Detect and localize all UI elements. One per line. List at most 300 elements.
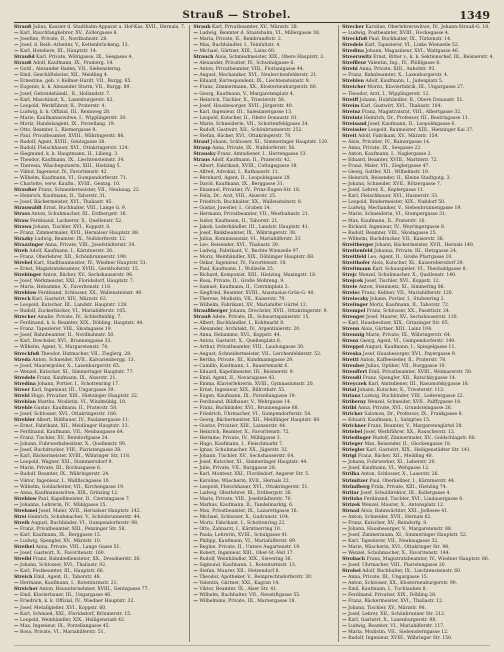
entry-name: — xyxy=(14,85,19,91)
entry-details: Max, Ingenieur, IX., Porzellangasse 45. xyxy=(18,623,111,629)
entry-details: Moriz, Fabrikant, I., Schottenring 22. xyxy=(197,520,286,526)
entry-details: Moritz, Klavierfabrik, III., Ungargasse 27. xyxy=(365,85,465,91)
entry-details: Josef, Tischler, XVI., Koppstr. 12. xyxy=(363,278,441,284)
entry-details: Karl, Tapezierer, VI., Linke Wienzeile 52. xyxy=(363,43,460,49)
entry-name: — xyxy=(342,170,347,176)
entry-details: Franz, Oberlehrer, XII., Schönbrunnerstr. 190. xyxy=(18,254,128,260)
entry-details: Franz, Kutscher, XV., Reindorfg. 8. xyxy=(346,520,428,526)
entry-details: Rudolf, Fleischhauer, XVI., Ottakringerstr. 124. xyxy=(18,145,129,151)
entry-details: Rudolf, Zuckerbäcker, VI., Mariahilferstr. 105. xyxy=(18,309,127,315)
entry-details: Richard, Komponist, XIII., Hietzing, Maxingstr. 18. xyxy=(197,272,317,278)
entry-details: Moriz, Weinhändler, XIX., Döblinger Hauptstr. 68. xyxy=(197,254,315,260)
entry-name: Streibl xyxy=(14,557,32,563)
entry-name: — xyxy=(193,405,198,411)
entry-details: Gustav, Privatier, XIII., Lainzerstr. 44. xyxy=(197,424,287,430)
entry-details: Karl, Ingenieur, III., Ungargasse 39. xyxy=(29,387,115,393)
entry-name: — xyxy=(193,37,198,43)
entry-name: Streußl xyxy=(342,375,362,381)
entry-name: — xyxy=(193,188,198,194)
entry-details: Sigmund, Kaufmann, I., Rotenturmstr. 13. xyxy=(197,563,297,569)
entry-name: Strehler xyxy=(14,418,35,424)
entry-details: Ferdinand, Schlosser, XX., Wallensteinstr. 40. xyxy=(36,291,143,297)
entry-details: Adolf, Fabrikant, XV., Märzstr. 154. xyxy=(356,133,439,139)
entry-name: — xyxy=(14,333,19,339)
entry-name: Streintz xyxy=(342,115,363,121)
entry-name: Strawa xyxy=(14,224,32,230)
entry-name: — xyxy=(193,194,198,200)
entry-name: — xyxy=(14,31,19,37)
entry-details: Josef, Hausbesorger, XVI., Payergasse 9. xyxy=(361,351,457,357)
entry-details: Ignaz, Schuhmacher, XX., Jägerstr. 32. xyxy=(197,448,289,454)
entry-name: — xyxy=(14,629,19,635)
entry-details: Anna, Private, VIII., Josefstädterstr. 34. xyxy=(43,242,136,248)
entry-name: Streicher xyxy=(342,85,366,91)
entry-details: Franz, Maler, VII., Zieglergasse 47. xyxy=(346,164,430,170)
entry-details: Franz, Zimmermaler, XVII., Hernalser Hauptstr. 88. xyxy=(18,230,140,236)
entry-details: Emil, Agent, II., Novaragasse 43. xyxy=(197,375,276,381)
entry-name: Streuber xyxy=(342,363,365,369)
entry-details: Ferdinand, Bildhauer, V., Wehrgasse 14. xyxy=(197,399,292,405)
entry-name: — xyxy=(14,454,19,460)
entry-name: Stredele xyxy=(342,43,364,49)
entry-name: Striberny xyxy=(342,399,367,405)
entry-details: Rudolf, Agent, XVIII., Gentzgasse 38. xyxy=(18,139,106,145)
entry-details: Adolf, Kaufmann, I., Judenplatz 5. xyxy=(363,79,444,85)
entry-name: — xyxy=(14,115,19,121)
entry-name: — xyxy=(193,291,198,297)
entry-name: — xyxy=(193,430,198,436)
entry-name: — xyxy=(193,375,198,381)
entry-details: Wenzel, Schuhmacher, X., Favoritenstr. 144. xyxy=(346,551,450,557)
entry-details: Johann, Kutscher, X., Triesterstr. 112. xyxy=(356,387,445,393)
entry-name: Streitfeld xyxy=(342,254,367,260)
entry-name: — xyxy=(193,109,198,115)
entry-details: Josef, Bäckermeister, XVI., Thaliastr. 45. xyxy=(18,200,113,206)
entry-details: Josef, Metallgießer, XVI., Koppstr. 60. xyxy=(18,605,107,611)
entry-name: Streich xyxy=(14,575,33,581)
entry-name: — xyxy=(14,254,19,260)
entry-name: — xyxy=(14,460,19,466)
entry-name: — xyxy=(193,557,198,563)
entry-name: — xyxy=(193,236,198,242)
entry-name: Stredele xyxy=(14,375,36,381)
entry-name: — xyxy=(342,321,347,327)
entry-details: Friedrich, k. k. Offizial, IV., Wiedner Hauptstr. 32. xyxy=(18,599,135,605)
entry-details: Anton, Schuhmacher, III., Erdbergstr. 16. xyxy=(29,212,127,218)
entry-name: — xyxy=(14,339,19,345)
entry-details: Martha, Modistin, VI., Windmühlg. 18. xyxy=(35,399,127,405)
entry-name: — xyxy=(342,532,347,538)
entry-details: Wilhelm, Buchdrucker, VII., Kaiserstr. 36. xyxy=(346,236,445,242)
entry-details: Rudolf, Beamter, VIII., Skodagasse 25. xyxy=(346,230,437,236)
entry-details: Karl, Hausbesitzer, XIX., Grinzinger Str. 65. xyxy=(346,321,450,327)
entry-details: Josef, Getreidehändl., II., Hollandstr. 7. xyxy=(18,91,111,97)
entry-name: Strauß xyxy=(193,315,211,321)
entry-name: Strazzinger xyxy=(14,242,44,248)
entry-name: Straup xyxy=(193,145,211,151)
entry-details: Johann, Schlosser, XI., Simmeringer Hauptstr. 120. xyxy=(209,139,329,145)
entry-name: Strindberg xyxy=(342,484,370,490)
entry-details: Gottl., Alexander Baden, VII., Siebensterng. xyxy=(18,67,122,73)
entry-details: Ludwig, Buchbinder, VIII., Lederergasse 22. xyxy=(360,393,465,399)
entry-details: Josef, Kutscher, XI., Simmeringer Hauptstr. 44. xyxy=(197,460,308,466)
entry-details: Samuel, Kaufmann, II., Czerninplatz 3. xyxy=(197,285,289,291)
entry-details: Ludwig, Mechaniker, V., Siebenbrunnengasse 19. xyxy=(346,206,462,212)
footer-rule xyxy=(14,645,490,646)
entry-name: — xyxy=(193,484,198,490)
entry-details: Johann, Fuhrwerksbesitzer, X., Quellenstr. 90. xyxy=(18,442,127,448)
entry-name: — xyxy=(342,460,347,466)
entry-details: Ferdinand, Kaufmann, VII., Neubaugasse 64. xyxy=(18,430,124,436)
entry-name: — xyxy=(193,85,198,91)
entry-name: Strigl xyxy=(342,454,357,460)
entry-details: Eduard, Kaufmann, I., Salzgries 15. xyxy=(346,418,431,424)
entry-name: — xyxy=(342,575,347,581)
entry-details: Wilhelm, Fabrikant, XV., Mariahilfer Gürtel 12. xyxy=(197,303,308,309)
entry-details: Bernhard, Agent, II., Leopoldsgasse 29. xyxy=(197,176,291,182)
entry-name: — xyxy=(193,357,198,363)
entry-details: Johanna, Lehrerin, IV., Mühlgasse 15. xyxy=(18,502,107,508)
entry-name: — xyxy=(342,139,347,145)
entry-details: Marie, Schneiderin, VII., Schottenfeldgasse 34. xyxy=(197,121,309,127)
entry-name: — xyxy=(193,345,198,351)
entry-details: Max, Reisender, II., Glockengasse 18. xyxy=(362,442,452,448)
entry-name: — xyxy=(14,611,19,617)
entry-details: Emil, Kaufmann, I., Tuchlauben 8. xyxy=(346,587,427,593)
entry-details: Johann, Tischler, XV., Sechshauserstr. 64. xyxy=(197,454,295,460)
entry-details: Karl, Amtsdiener, III., Rasumofskygasse 16. xyxy=(366,381,470,387)
entry-name: Streda xyxy=(14,357,31,363)
entry-details: Karl, Bäckermeister, XVIII., Währinger Str. 118. xyxy=(18,454,131,460)
entry-details: Johann, Magazineur, XVI., Wattgasse 46. xyxy=(363,49,460,55)
entry-details: Anna, Private, XVI., Grundsteingasse 26. xyxy=(356,405,453,411)
entry-name: — xyxy=(14,363,19,369)
entry-details: Valentin, Ing., IV., Plößlgasse 6. xyxy=(366,61,441,67)
entry-details: Oskar, Ingenieur, IV., Favoritenstr. 18. xyxy=(197,260,287,266)
entry-details: Franz, Kellner, VII., Mariahilferstr. 120. xyxy=(360,291,454,297)
entry-name: — xyxy=(14,200,19,206)
entry-details: Josef, Kaufmann, II., Leopoldsgasse 6. xyxy=(366,121,456,127)
entry-name: — xyxy=(193,381,198,387)
entry-name: Streblow xyxy=(14,291,37,297)
entry-details: Johann, Portier, I., Stubenring 2. xyxy=(368,297,446,303)
entry-name: — xyxy=(14,551,19,557)
entry-name: — xyxy=(193,73,198,79)
entry-name: — xyxy=(193,418,198,424)
entry-details: Anton, Kaufmann, I., Naglergasse 2. xyxy=(346,151,432,157)
entry-details: Franz, Privatbeamter, XIII., Penzinger Str. 58. xyxy=(18,526,126,532)
entry-details: Wilhelmine, Private, III., Marxergasse 18. xyxy=(197,599,296,605)
entry-details: Karl, Schmied, XXI., Floridsdorf, Brünnerstr. 15. xyxy=(18,611,132,617)
entry-details: Ludwig, k. k. Offizial, III., Rennweg 28. xyxy=(18,109,111,115)
entry-name: — xyxy=(193,454,198,460)
entry-name: Strecker xyxy=(14,315,36,321)
entry-details: Karl, Tapezierer, VII., Neubaugasse 32. xyxy=(346,538,439,544)
entry-details: Albert, Fabrikant, XVIII., Cottagegasse 18. xyxy=(197,164,298,170)
entry-name: — xyxy=(342,200,347,206)
entry-name: Streitenfeld xyxy=(342,248,373,254)
entry-name: — xyxy=(193,551,198,557)
entry-details: Marie, Kaufmannswitwe, I., Wipplingerstr. 30. xyxy=(18,115,127,121)
entry-name: — xyxy=(342,526,347,532)
entry-details: Wilhelm, Buchhalter, VII., Neustiftgasse 55. xyxy=(197,593,301,599)
entry-name: — xyxy=(193,563,198,569)
entry-name: — xyxy=(14,79,19,85)
entry-name: — xyxy=(342,551,347,557)
entry-details: Johann, Hausbesorger, V., Margaretenstr. 88. xyxy=(346,526,453,532)
entry-details: Wenzel, Schuhmacher, X., Quellenstr. 140. xyxy=(357,272,457,278)
entry-details: Leopold, Kutscher, II., Obere Donaustr. 81. xyxy=(197,115,299,121)
entry-details: Wenzel, Schneider, XVII., Palffygasse 18. xyxy=(366,399,462,405)
entry-name: — xyxy=(342,182,347,188)
entry-name: — xyxy=(14,103,19,109)
entry-details: Marie, Schneiderin, VI., Stumpergasse 31. xyxy=(346,212,447,218)
entry-details: Alois, Schmiedmeister, XIX., Obere Hauptstr. 3. xyxy=(213,55,325,61)
entry-name: — xyxy=(14,151,19,157)
entry-name: Strizek xyxy=(342,502,361,508)
entry-details: Ferdinand, Lackierer, X., Quellenstr. 52. xyxy=(28,218,123,224)
entry-name: — xyxy=(193,575,198,581)
entry-details: Johann, Schlosser, XVI., Thaliastr. 92. xyxy=(18,563,107,569)
entry-name: — xyxy=(14,478,19,484)
header-rule xyxy=(14,22,490,23)
entry-name: — xyxy=(193,254,198,260)
entry-name: — xyxy=(342,587,347,593)
entry-name: — xyxy=(14,170,19,176)
entry-name: Straub xyxy=(193,25,211,30)
entry-details: Anton, Schneider, XVII., Kalvarienbergg. 13. xyxy=(30,357,135,363)
entry-details: Adele, Private, IX., Schwarzspanierstr. 15. xyxy=(210,315,310,321)
entry-name: — xyxy=(342,581,347,587)
entry-details: Franz, Kaufmann, IX., Alserstr. 21. xyxy=(35,375,117,381)
entry-name: — xyxy=(193,61,198,67)
entry-name: — xyxy=(342,623,347,629)
entry-details: Theodor, Arzt, I., Wipplingerstr. 12. xyxy=(346,91,430,97)
entry-details: Anton, Privatbeamter, VIII., Florianigasse 44. xyxy=(197,67,305,73)
entry-details: Viktor, Ingenieur, IV., Favoritenstr. 42. xyxy=(18,170,108,176)
entry-details: Max, Kaufmann, II., Praterstr. 16. xyxy=(346,218,426,224)
entry-name: — xyxy=(193,412,198,417)
entry-name: — xyxy=(14,569,19,575)
entry-name: — xyxy=(193,526,198,532)
entry-details: Ferdinand, k. k. Beamter, XIX., Döbling, Hauptstr. 44. xyxy=(18,321,144,327)
entry-name: — xyxy=(14,369,19,375)
entry-details: Theodor, Hutmacher, VII., Zieglerg. 28. xyxy=(39,351,132,357)
entry-name: — xyxy=(193,460,198,466)
entry-name: Streib xyxy=(14,520,30,526)
entry-name: — xyxy=(342,73,347,79)
entry-name: — xyxy=(193,133,198,139)
entry-name: — xyxy=(193,212,198,218)
entry-details: Wenzel, Kutscher, XI., Simmeringer Hauptstr. 77. xyxy=(18,369,134,375)
entry-details: Heinrich, Reisender, II., Kleine Stadtgutg. 3. xyxy=(346,176,451,182)
entry-details: Anton, Schlosser, X., Laaerstr. 26. xyxy=(359,472,440,478)
entry-name: — xyxy=(193,224,198,230)
entry-details: Heinrich, Kaufmann, II., Taborstr. 31. xyxy=(18,194,107,200)
entry-details: Maria, Hebamme, X., Favoritenstr. 118. xyxy=(18,285,112,291)
entry-details: Alois, Gärtner, XIII., Lainz 104. xyxy=(359,327,433,333)
entry-details: Karl, Ingenieur, III., Salesianergasse 13. xyxy=(197,109,293,115)
entry-details: Paul, Buchhalter, IX., Türkenstr. 14. xyxy=(367,37,452,43)
entry-details: Leo, Agent, II., Große Pfarrgasse 10. xyxy=(366,254,453,260)
entry-details: Franz, Schneidermeister, VII., Neubaug. 22. xyxy=(36,188,141,194)
entry-name: Streitmann xyxy=(342,266,371,272)
entry-name: — xyxy=(14,230,19,236)
entry-name: — xyxy=(193,278,198,284)
entry-name: — xyxy=(14,484,19,490)
entry-details: Franz, Spengler, XII., Ratschkygasse 14. xyxy=(361,375,457,381)
directory-entry xyxy=(14,630,185,636)
entry-name: — xyxy=(193,393,198,399)
entry-details: Emil, Klavierbauer, III., Ungargasse 46. xyxy=(18,593,112,599)
entry-name: — xyxy=(193,472,198,478)
entry-name: — xyxy=(14,327,19,333)
entry-name: — xyxy=(193,67,198,73)
entry-name: — xyxy=(14,605,19,611)
entry-name: — xyxy=(193,569,198,575)
entry-name: Streffleur xyxy=(342,61,367,67)
entry-details: Alois, Bahnwächter, XXI., Jedlesee 41. xyxy=(359,508,449,514)
entry-name: Streppel xyxy=(342,345,364,351)
entry-name: Strennig xyxy=(342,333,365,339)
entry-details: Franz, Magistratsrat, VIII., Albertgasse 32. xyxy=(360,109,462,115)
entry-details: Jakob, Lederhändler, III., Landstr. Hauptstr. 41. xyxy=(197,224,310,230)
entry-details: Franz, Tapezierer, VIII., Skodagasse 19. xyxy=(18,327,113,333)
entry-details: Anton, Kaffeesieder, II., Praterstr. 78. xyxy=(358,357,447,363)
entry-details: Karl, Gastwirt, XIX., Heiligenstädter Str. 141. xyxy=(364,448,472,454)
entry-name: — xyxy=(193,170,198,176)
entry-name: Streska xyxy=(342,351,362,357)
entry-name: Striebel xyxy=(342,430,363,436)
entry-name: — xyxy=(14,623,19,629)
entry-name: — xyxy=(342,236,347,242)
entry-details: Karl, Gastwirt, X., Laxenburgerstr. 98. xyxy=(346,617,437,623)
entry-details: Salomon, Dr., Professor, IX., Frankgasse 8. xyxy=(362,412,463,417)
entry-name: Strauß xyxy=(14,61,32,67)
entry-name: Strauß xyxy=(14,25,32,30)
page-header xyxy=(14,8,490,22)
entry-name: — xyxy=(14,581,19,587)
entry-details: Marie, Private, IX., Währingerstr. 64. xyxy=(364,333,452,339)
entry-details: Richard, Ingenieur, IV., Weyringergasse 8. xyxy=(346,224,446,230)
entry-name: Strehl xyxy=(14,393,30,399)
entry-name: Strebinger xyxy=(14,272,42,278)
entry-details: Ludwig, Oberlehrer, III., Erdbergstr. 36. xyxy=(197,490,293,496)
entry-details: Ernst, Fabrikant, XII., Meidlinger Hauptstr. 33. xyxy=(18,424,129,430)
entry-details: Julie, Private, VII., Burggasse 28. xyxy=(197,466,277,472)
entry-details: Paul, Oberkellner, I., Kärntnerstr. 44. xyxy=(368,478,456,484)
entry-details: Viktor, Ingenieur, I., Wallfischgasse 10. xyxy=(18,478,110,484)
entry-details: Wilhelm, Kaufmann, VI., Gumpendorferstr. 71. xyxy=(18,176,128,182)
entry-details: Isidor, Kaufmann, II., Taborstr. 21. xyxy=(197,218,279,224)
entry-name: Stredina xyxy=(14,381,36,387)
entry-details: Heinrich, Tischler, X., Triesterstr. 58. xyxy=(197,97,286,103)
entry-name: Streer xyxy=(14,387,30,393)
entry-name: Strauch xyxy=(193,55,214,61)
entry-name: — xyxy=(193,182,198,188)
entry-name: Strenn xyxy=(342,327,360,333)
entry-details: Josefine, Private, II., Nordbahnstr. 28. xyxy=(18,37,108,43)
entry-details: Maria, Modistin, VII., Siebensterngasse 12. xyxy=(346,629,449,635)
entry-name: — xyxy=(14,139,19,145)
entry-details: Paul, Kaufmann, I., Wollzeile 25. xyxy=(197,266,275,272)
directory-entry xyxy=(193,599,334,605)
entry-name: — xyxy=(342,635,347,641)
entry-details: Anna, Private, IX., Seegasse 22. xyxy=(346,145,422,151)
entry-name: — xyxy=(193,242,198,248)
entry-name: — xyxy=(193,399,198,405)
entry-name: Strazky xyxy=(14,236,34,242)
entry-details: Siegfried, Beamter, XVIII., Anastasius-Grün-G. 40. xyxy=(197,291,315,297)
entry-name: Straußberger xyxy=(193,309,228,315)
entry-details: Friedrich, Buchhalter, XX., Wallensteinstr. 8. xyxy=(197,200,303,206)
entry-details: Rosa, Private, II., Große Mohreng. 9. xyxy=(197,278,285,284)
entry-name: — xyxy=(193,49,198,55)
entry-details: Josef, Hausbesorger, XVII., Jörgerstr. 40. xyxy=(197,103,294,109)
entry-details: Hermann, Privatbeamter, VII., Westbahnstr. 21. xyxy=(197,212,310,218)
entry-name: — xyxy=(193,502,198,508)
entry-name: Streisand xyxy=(342,121,367,127)
entry-details: Rudolf, Gastwirt, XII., Schönbrunnerstr. 252. xyxy=(197,127,303,133)
entry-name: — xyxy=(14,424,19,430)
entry-name: — xyxy=(193,339,198,345)
entry-details: Valentin, Gärtner, XXI., Kagran 14. xyxy=(197,581,280,587)
entry-details: Adolf, Kaufmann, II., Praterstr. 42. xyxy=(209,158,292,164)
entry-details: Max, Privatbeamter, IX., Lazarettgasse 16. xyxy=(197,508,299,514)
entry-name: — xyxy=(14,303,19,309)
entry-name: Strenz xyxy=(342,339,359,345)
entry-name: — xyxy=(14,73,19,79)
entry-name: Streinz xyxy=(342,109,361,115)
entry-name: — xyxy=(193,369,198,375)
entry-name: — xyxy=(14,133,19,139)
entry-name: Streckfuß xyxy=(14,351,40,357)
entry-details: Karl, Gastwirt, XIV., Märzstr. 62. xyxy=(30,297,108,303)
entry-name: — xyxy=(342,605,347,611)
entry-details: Karl, Privatbeamter, XV., Märzstr. 28. xyxy=(210,25,299,30)
entry-name: — xyxy=(14,526,19,532)
entry-details: Ludwig, Beamter, IX., Nußdorferstr. 12. xyxy=(33,236,127,242)
entry-details: Emil, Geschäftsleiter, XII., Meidling 4. xyxy=(18,73,109,79)
entry-details: Rudolf, Weinhändler, XIX., Sievering 36. xyxy=(197,557,293,563)
entry-details: Wilhelm, Goldarbeiter, VII., Kirchengasse 19. xyxy=(18,484,125,490)
entry-details: Anton, Bäcker, XV., Sechshauserstr. 96. xyxy=(41,272,134,278)
entry-details: Friedrich, Uhrmacher, VI., Gumpendorferstr. 54. xyxy=(197,412,312,417)
entry-name: Strilka xyxy=(342,472,360,478)
entry-details: Josef, Uhrmacher, VIII., Piaristengasse 20. xyxy=(346,563,447,569)
entry-details: Theodor, Kaufmann, IX., Liechtensteinstr. 34. xyxy=(18,158,125,164)
entry-name: — xyxy=(193,260,198,266)
entry-details: Ludwig, Postbeamter, XVIII., Hockegasse 4. xyxy=(346,31,450,37)
entry-details: Robert, Ingenieur, XIII., Ober-St.-Veit 17. xyxy=(197,551,294,557)
entry-details: Frida, Private, XIII., Hietzing 74. xyxy=(369,484,448,490)
entry-name: Strenger xyxy=(342,315,365,321)
entry-details: Emanuel, Privatier, IV., Prinz-Eugen-Str. 18. xyxy=(197,188,301,194)
entry-details: Georg, Agent, VI., Gumpendorferstr. 140. xyxy=(358,339,456,345)
entry-name: — xyxy=(342,176,347,182)
entry-details: Moriz, Handelsagent, IX., Porzellang. 19. xyxy=(18,121,116,127)
entry-details: Georg, Sattler, XII., Wilhelmstr. 19. xyxy=(346,170,430,176)
entry-details: Karl, Drechsler, XVI., Brunnengasse 33. xyxy=(18,339,112,345)
entry-name: — xyxy=(193,218,198,224)
entry-details: Eugenie, k. k. Alexander Sturm, VII., Burgg. 89. xyxy=(18,85,131,91)
entry-name: — xyxy=(193,545,198,551)
entry-name: Streb xyxy=(14,248,28,254)
entry-name: — xyxy=(342,611,347,617)
entry-details: Emma, Klavierlehrerin, XVIII., Gymnasiumstr. 20. xyxy=(197,381,315,387)
entry-name: — xyxy=(193,520,198,526)
entry-name: — xyxy=(193,200,198,206)
